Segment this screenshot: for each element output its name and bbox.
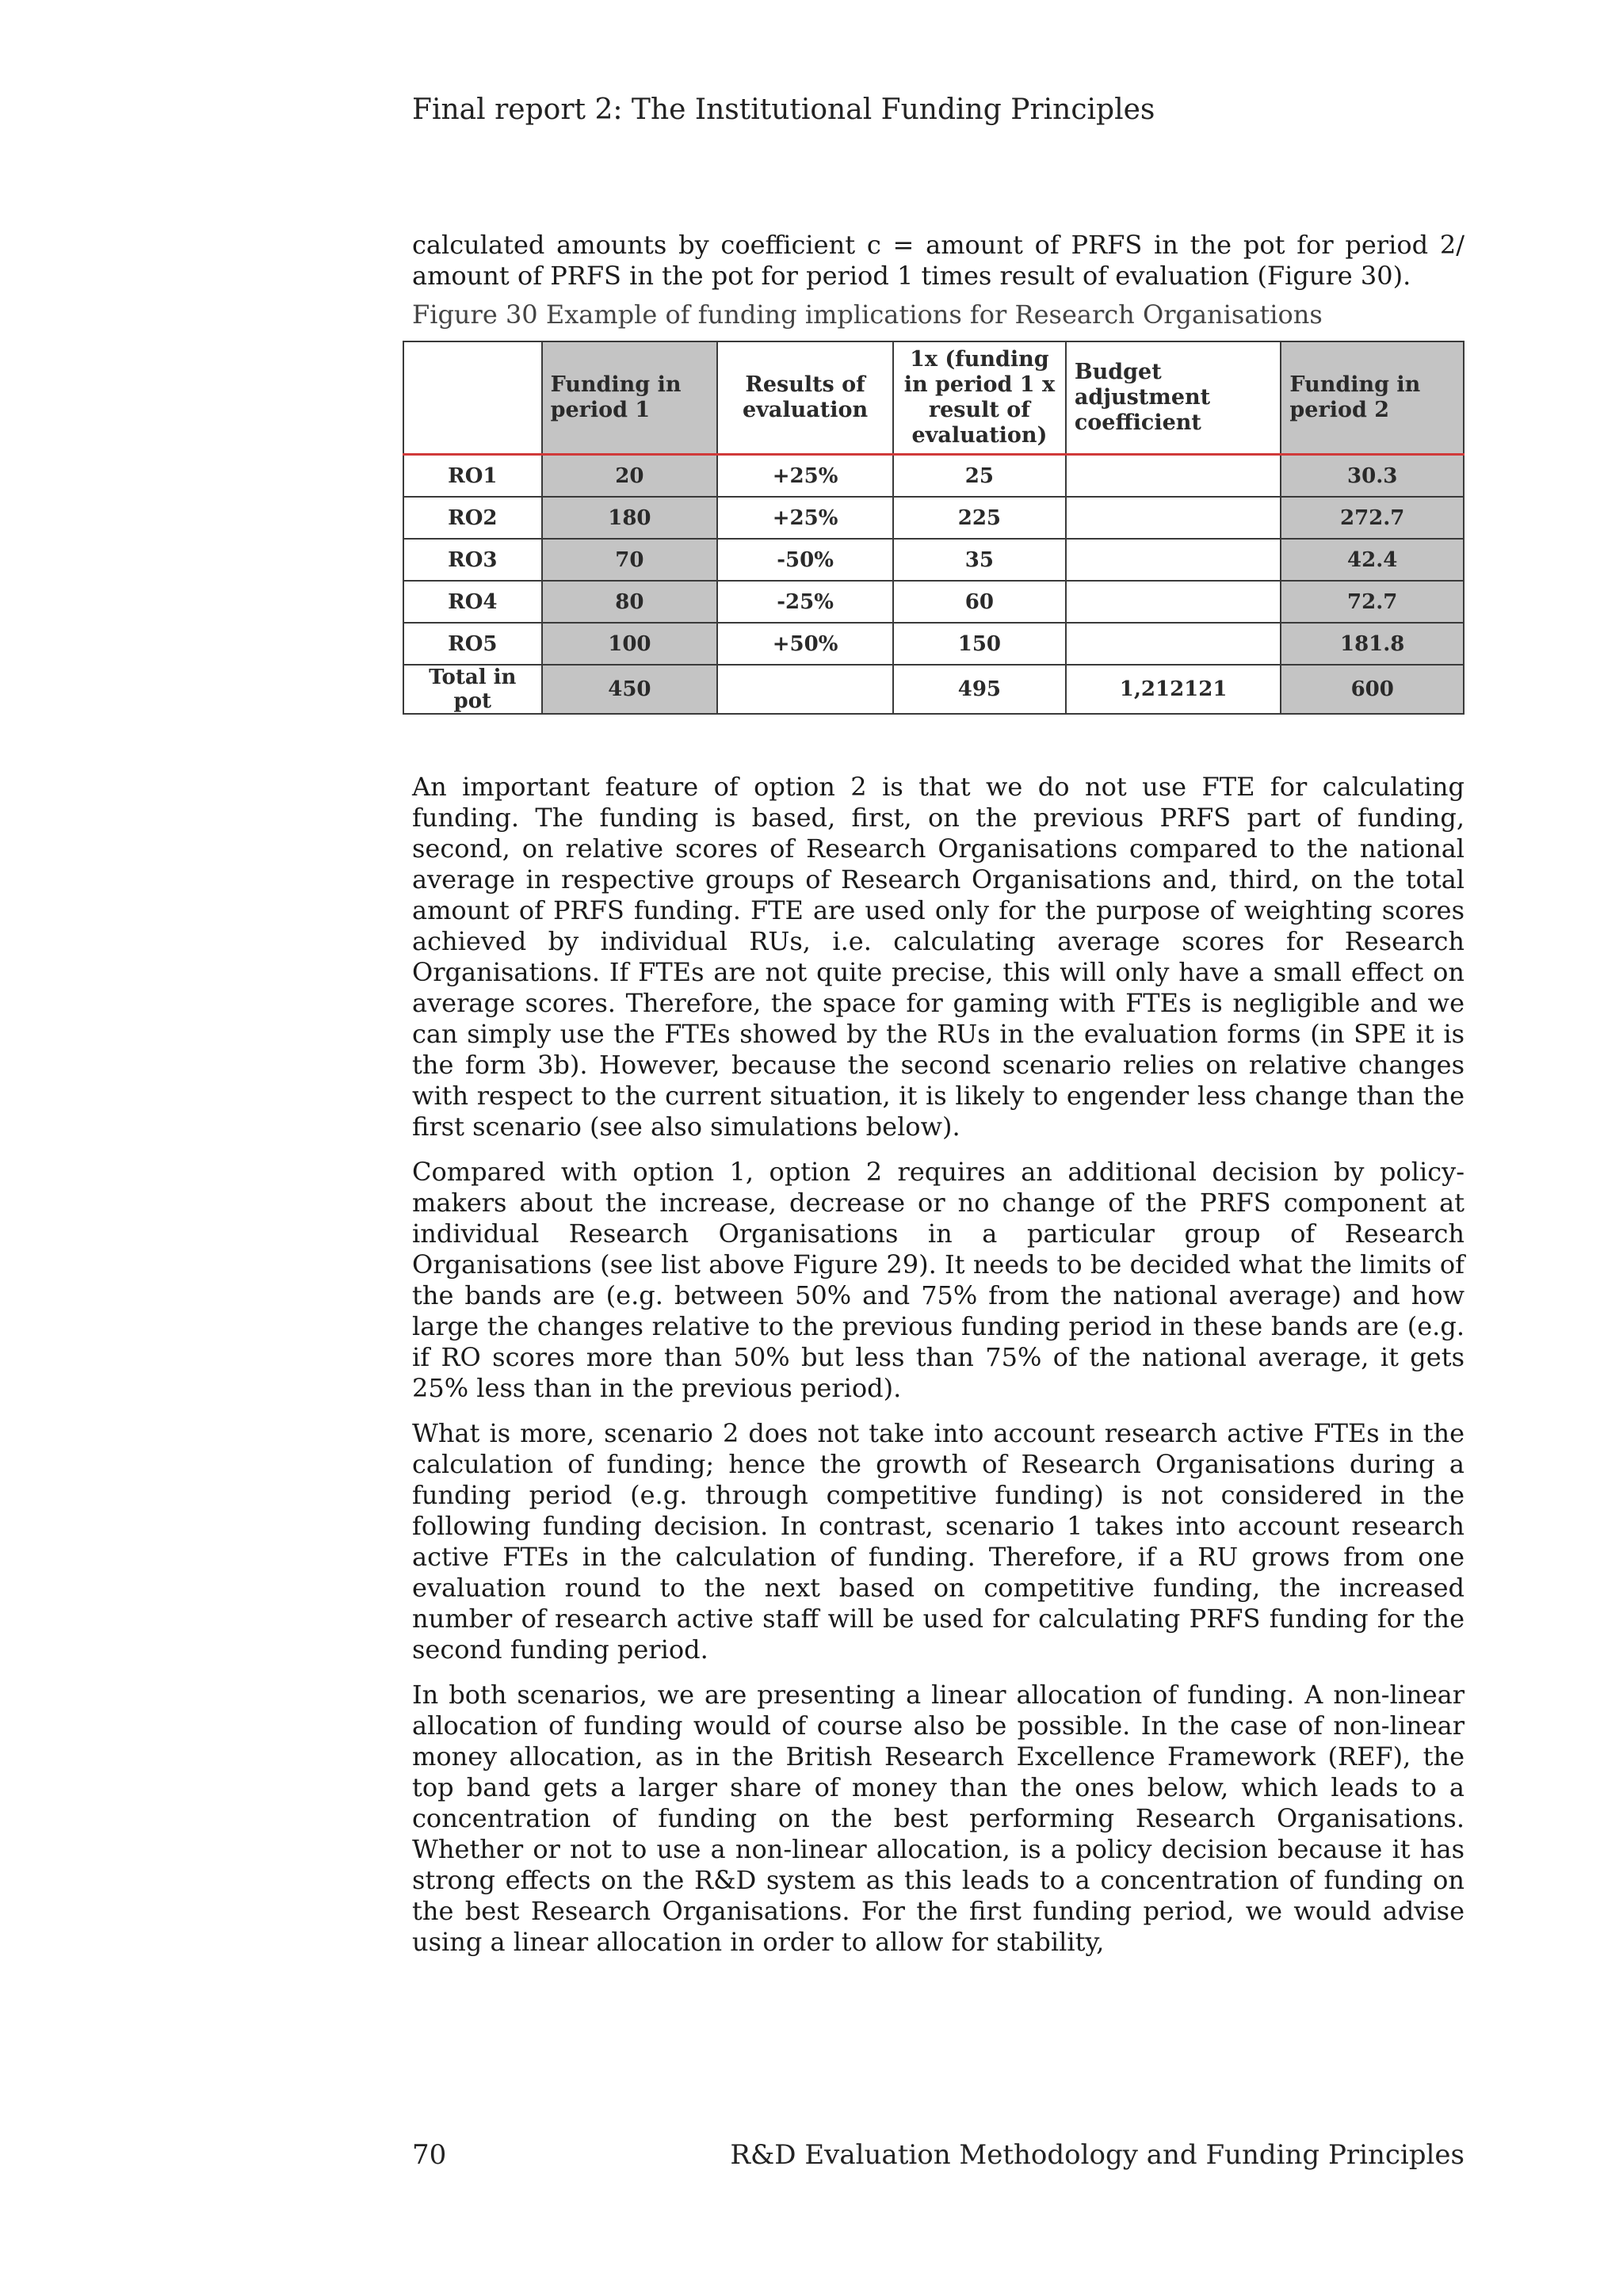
row-label: RO5 [403,623,542,665]
header-funding-times-result: 1x (funding in period 1 x result of evaluation) [893,341,1066,455]
cell-product: 25 [893,455,1066,498]
page-content [412,230,1465,1972]
cell-funding-period-2: 600 [1281,665,1464,714]
funding-table [403,341,1465,715]
cell-result: -25% [717,581,893,623]
body-paragraph: An important feature of option 2 is that we do not use FTE for calculating funding. The funding is based, first, on the previous PRFS part of funding, second, on relative scores of Research Organisations compared to the national average in respective groups of Research Organisations and, third, on the total amount of PRFS funding. FTE are used only for the purpose of weighting scores achieved by individual RUs, i.e. calculating average scores for Research Organisations. If FTEs are not quite precise, this will only have a small effect on average scores. Therefore, the space for gaming with FTEs is negligible and we can simply use the FTEs showed by the RUs in the evaluation forms (in SPE it is the form 3b). However, because the second scenario relies on relative changes with respect to the current situation, it is likely to engender less change than the first scenario (see also simulations below). [412,772,1465,1142]
cell-funding-period-1: 100 [542,623,718,665]
table-row [403,497,1464,539]
cell-funding-period-1: 450 [542,665,718,714]
intro-paragraph: calculated amounts by coefficient c = amount of PRFS in the pot for period 2/ amount of PRFS in the pot for period 1 times result of evaluation (Figure 30). [412,230,1465,291]
cell-coefficient [1066,497,1281,539]
cell-funding-period-2: 42.4 [1281,539,1464,581]
table-row [403,539,1464,581]
header-funding-period-1: Funding in period 1 [542,341,718,455]
table-row [403,455,1464,498]
page-number: 70 [412,2139,447,2171]
row-label: RO3 [403,539,542,581]
cell-funding-period-2: 72.7 [1281,581,1464,623]
cell-result [717,665,893,714]
cell-result: -50% [717,539,893,581]
body-paragraph: Compared with option 1, option 2 requires an additional decision by policy-makers about the increase, decrease or no change of the PRFS component at individual Research Organisations in a particular group of Research Organisations (see list above Figure 29). It needs to be decided what the limits of the bands are (e.g. between 50% and 75% from the national average) and how large the changes relative to the previous funding period in these bands are (e.g. if RO scores more than 50% but less than 75% of the national average, it gets 25% less than in the previous period). [412,1157,1465,1403]
cell-result: +25% [717,455,893,498]
row-label: RO4 [403,581,542,623]
cell-funding-period-1: 70 [542,539,718,581]
header-budget-adjustment: Budget adjustment coefficient [1066,341,1281,455]
cell-product: 495 [893,665,1066,714]
row-label: Total in pot [403,665,542,714]
cell-funding-period-2: 272.7 [1281,497,1464,539]
cell-coefficient [1066,455,1281,498]
cell-funding-period-2: 30.3 [1281,455,1464,498]
cell-result: +25% [717,497,893,539]
header-cell-empty [403,341,542,455]
cell-funding-period-1: 80 [542,581,718,623]
cell-product: 225 [893,497,1066,539]
table-row [403,623,1464,665]
cell-coefficient [1066,623,1281,665]
cell-result: +50% [717,623,893,665]
row-label: RO1 [403,455,542,498]
figure-caption: Figure 30 Example of funding implications for Research Organisations [412,299,1323,330]
page-header: Final report 2: The Institutional Funding Principles [412,93,1155,126]
cell-funding-period-2: 181.8 [1281,623,1464,665]
header-funding-period-2: Funding in period 2 [1281,341,1464,455]
row-label: RO2 [403,497,542,539]
table-row [403,581,1464,623]
cell-product: 60 [893,581,1066,623]
cell-coefficient [1066,581,1281,623]
cell-funding-period-1: 20 [542,455,718,498]
table-header-row [403,341,1464,455]
cell-coefficient [1066,539,1281,581]
cell-funding-period-1: 180 [542,497,718,539]
header-results-of-evaluation: Results of evaluation [717,341,893,455]
cell-product: 150 [893,623,1066,665]
body-paragraph: What is more, scenario 2 does not take into account research active FTEs in the calculation of funding; hence the growth of Research Organisations during a funding period (e.g. through competitive funding) is not considered in the following funding decision. In contrast, scenario 1 takes into account research active FTEs in the calculation of funding. Therefore, if a RU grows from one evaluation round to the next based on competitive funding, the increased number of research active staff will be used for calculating PRFS funding for the second funding period. [412,1418,1465,1665]
footer-title: R&D Evaluation Methodology and Funding Principles [730,2139,1465,2171]
cell-coefficient: 1,212121 [1066,665,1281,714]
body-paragraph: In both scenarios, we are presenting a linear allocation of funding. A non-linear allocation of funding would of course also be possible. In the case of non-linear money allocation, as in the British Research Excellence Framework (REF), the top band gets a larger share of money than the ones below, which leads to a concentration of funding on the best performing Research Organisations. Whether or not to use a non-linear allocation, is a policy decision because it has strong effects on the R&D system as this leads to a concentration of funding on the best Research Organisations. For the first funding period, we would advise using a linear allocation in order to allow for stability, [412,1680,1465,1957]
table-row-total [403,665,1464,714]
cell-product: 35 [893,539,1066,581]
